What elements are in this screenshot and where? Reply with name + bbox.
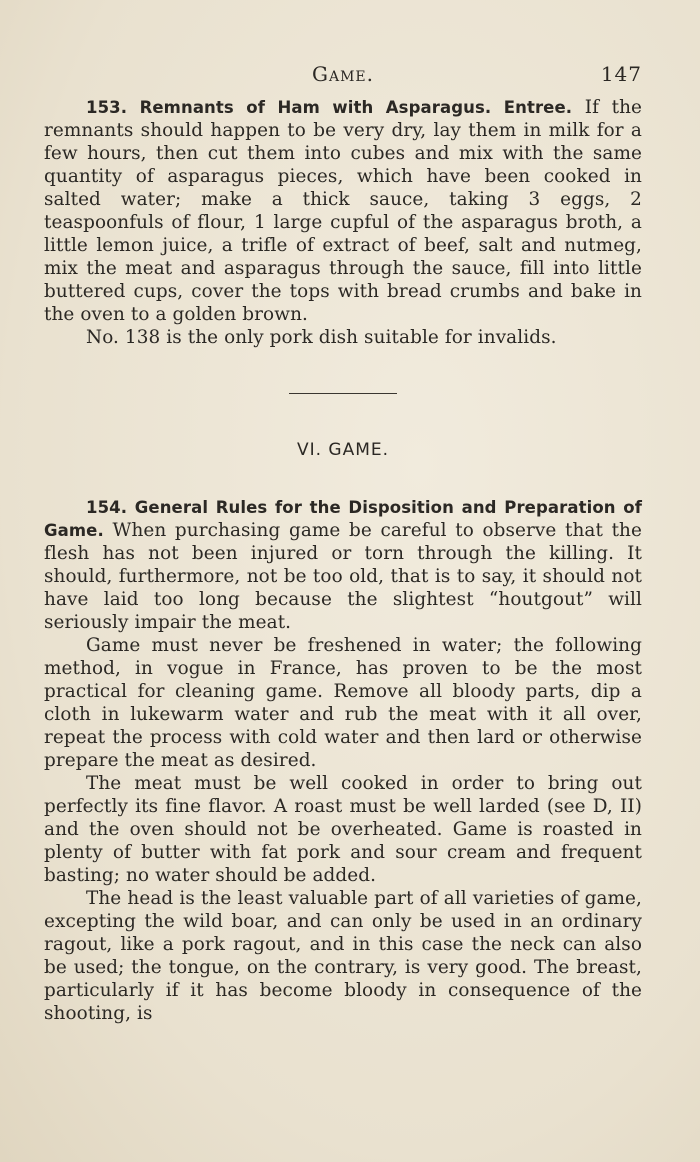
section-divider (289, 393, 397, 394)
running-head (44, 60, 642, 96)
recipe-153-body: If the remnants should happen to be very dry, lay them in milk for a few hours, then cut them into cubes and mix with the same quantity of asparagus pieces, which have been cooked in salted water; make a thick sauce, taking 3 eggs, 2 teaspoonfuls of flour, 1 large cupful of the asparagus broth, a little lemon juice, a trifle of extract of beef, salt and nutmeg, mix the meat and asparagus through the sauce, fill into little buttered cups, cover the tops with bread crumbs and bake in the oven to a golden brown. (44, 97, 643, 325)
recipe-154-paragraph (44, 496, 642, 634)
book-page (44, 60, 642, 1025)
game-cooking-paragraph: The meat must be well cooked in order to bring out perfectly its fine flavor. A roast must be well larded (see D, II) and the oven should not be overheated. Game is roasted in plenty of butter with fat pork and sour cream and frequent basting; no water should be added. (44, 773, 642, 886)
recipe-154-body: When purchasing game be careful to observe that the flesh has not been injured or torn through the killing. It should, furthermore, not be too old, that is to say, it should not have laid too long because the slightest “houtgout” will seriously impair the meat. (44, 520, 642, 633)
pork-note: No. 138 is the only pork dish suitable for invalids. (86, 327, 557, 348)
page-number: 147 (600, 62, 642, 86)
recipe-153-paragraph (44, 96, 642, 326)
recipe-154-heading: 154. General Rules for the Disposition and Preparation of Game. (44, 498, 642, 540)
recipe-153-heading: 153. Remnants of Ham with Asparagus. Entree. (86, 98, 573, 117)
section-title: VI. GAME. (296, 440, 390, 460)
game-head-paragraph: The head is the least valuable part of all varieties of game, excepting the wild boar, and can only be used in an ordinary ragout, like a pork ragout, and in this case the neck can also be used; the tongue, on the contrary, is very good. The breast, particularly if it has become bloody in consequence of the shooting, is (44, 888, 642, 1024)
game-cleaning-paragraph: Game must never be freshened in water; the following method, in vogue in France, has proven to be the most practical for cleaning game. Remove all bloody parts, dip a cloth in lukewarm water and rub the meat with it all over, repeat the process with cold water and then lard or otherwise prepare the meat as desired. (44, 635, 642, 771)
running-head-title: Game. (312, 62, 374, 86)
